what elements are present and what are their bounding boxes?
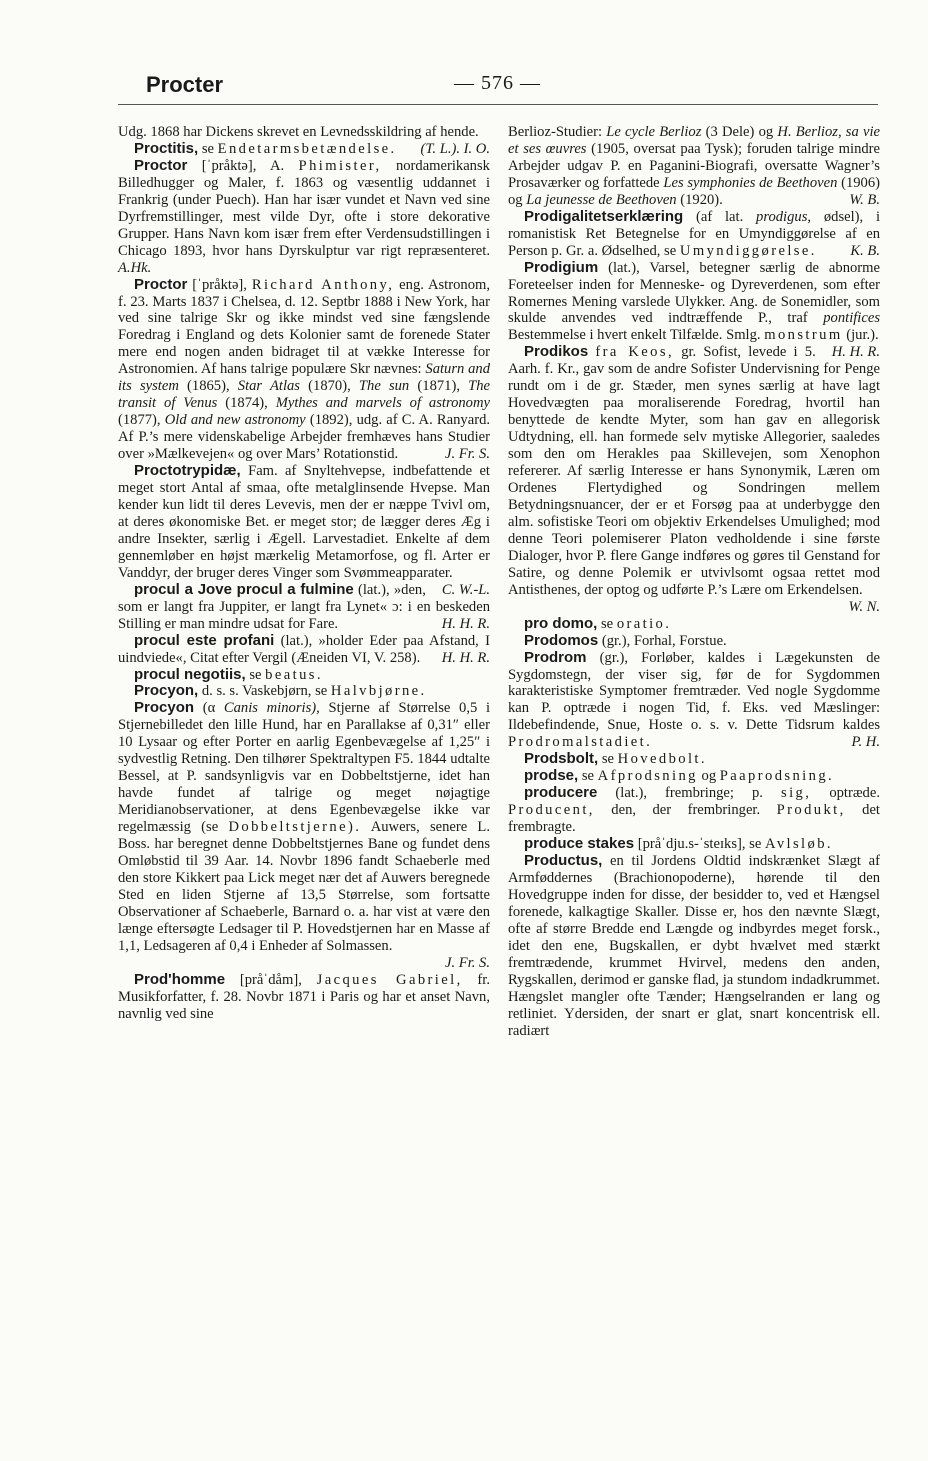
- spaced-name: Phimister,: [298, 157, 382, 174]
- entry-producere: [508, 785, 880, 836]
- cross-reference: Endetarmsbetændelse.: [217, 140, 397, 157]
- entry-text: (1865),: [187, 378, 230, 395]
- entry-text: (lat.), Varsel, betegner særlig de abnorme Foreteelser inden for Menneske- og Dyreverdenen, som efter Romernes Mening varslede Ulykker. Ang. de Sonemidler, som skulde anvendes ved indtræffende P., traf: [508, 259, 880, 327]
- entry-text: og: [701, 768, 717, 785]
- entry-procul-este: [118, 633, 490, 667]
- entry-text: (gr.), Forhal, Forstue.: [601, 632, 727, 649]
- entry-productus: [508, 853, 880, 1039]
- headword: Procyon,: [134, 682, 199, 700]
- entry-text: d. s. s. Vaskebjørn, se: [201, 683, 328, 700]
- entry-text: Udg. 1868 har Dickens skrevet en Levnedsskildring af hende.: [118, 124, 479, 140]
- pronunciation: [ˈpråktə],: [192, 276, 247, 293]
- entry-text: (1892), udg. af C. A. Ranyard. Af P.’s mere videnskabelige Arbejder fremhæves hans Studier over »Mælkevejen« og over Mars’ Rotationstid.: [118, 412, 491, 463]
- entry-signature: A.Hk.: [118, 259, 152, 276]
- book-title: Old and new astronomy: [164, 412, 306, 429]
- entry-text: se: [581, 768, 595, 785]
- headword: Prodigalitetserklæring: [524, 207, 684, 225]
- headword: Proctor: [134, 156, 188, 174]
- headword: pro domo,: [524, 614, 598, 632]
- entry-prodhomme-continuation: [508, 124, 880, 209]
- entry-text: (lat.), frembringe; p.: [615, 785, 763, 802]
- entry-pro-domo: [508, 616, 880, 633]
- spaced-word: Produkt,: [776, 802, 846, 819]
- headword: Productus,: [524, 851, 603, 869]
- cross-reference: monstrum: [764, 327, 843, 344]
- entry-text: det frembragte.: [508, 802, 880, 836]
- entry-signature: H. H. R.: [441, 649, 490, 666]
- pronunciation: [pråˈdåm],: [239, 971, 302, 988]
- cross-reference: beatus.: [265, 666, 323, 683]
- headword: Prodomos: [524, 631, 599, 649]
- entry-prodomos: [508, 633, 880, 650]
- entry-signature: K. B.: [850, 242, 880, 259]
- entry-signature: P. H.: [851, 734, 880, 751]
- cross-reference: Dobbeltstjerne).: [228, 819, 362, 836]
- entry-prodse: [508, 768, 880, 785]
- entry-text: fr. Musikforfatter, f. 28. Novbr 1871 i Paris og har et anset Navn, navnlig ved sine: [118, 971, 490, 1022]
- book-title: The sun: [358, 378, 410, 395]
- headword: Prodrom: [524, 648, 587, 666]
- entry-text: (1871),: [417, 378, 460, 395]
- cross-reference: Paaprodsning.: [719, 768, 835, 785]
- entry-prodrom: [508, 650, 880, 752]
- entry-text: Berlioz-Studier:: [508, 124, 603, 140]
- entry-text: Stjerne af Størrelse 0,5 i Stjernebilledet den lille Hund, har en Parallakse af 0,31″ eller 10 Lysaar og efter Porter en aarlig Egenbevægelse af 1,25″ i sydvestlig Retning. Den tilhører Spektraltypen F5. 1844 udtalte Bessel, at P. sandsynligvis var en Dobbeltstjerne, idet han havde fundet af talrige og meget nøjagtige Meridianobservationer, at dens Egenbevægelse ikke var regelmæssig (se: [118, 700, 491, 836]
- right-column: [508, 124, 880, 1039]
- headword: Procyon: [134, 699, 195, 717]
- pronunciation: [ˈpråktə], A.: [201, 157, 285, 174]
- headword: procul negotiis,: [134, 665, 246, 683]
- entry-text: (1870),: [308, 378, 351, 395]
- entry-text: nordamerikansk Billedhugger og Maler, f. 1863 og væsentlig uddannet i Frankrig (under Puech). Han har især vundet et Navn ved sine Dyrfremstillinger, mest vilde Dyr, ofte i store dekorative Grupper. Hans Navn kom især frem efter Verdensudstillingen i Chicago 1893, hvor hans Dyrskulptur var rigt repræsenteret.: [118, 157, 490, 259]
- entry-text: Auwers, senere L. Boss. har beregnet denne Dobbeltstjernes Bane og fundet dens Omløbstid til 39 Aar. 14. Novbr 1896 fandt Schaeberle med den store Kikkert paa Lick meget nær det af Auwers beregnede Sted en liden Stjerne af 13,5 Størrelse, som fortsatte Observationer af Schaeberle, Barnard o. a. har vist at være den længe eftersøgte Ledsager til P. Hovedstjernen har en Masse af 1,1, Ledsageren af 0,4 i Enheder af Solmassen.: [118, 819, 490, 954]
- entry-text: (1905, oversat paa Tysk); foruden talrige mindre Arbejder udgav P. en Paganini-Biografi, oversatte Wagner’s Prosaværker og forfattede: [508, 140, 881, 191]
- entry-text: (gr.), Forløber, kaldes i Lægekunsten de Sygdomstegn, der viser sig, før de for Sygdommen karakteristiske Symptomer fremtræder. Ved nogle Sygdomme kan P. optræde i nogen Tid, f. Eks. ved Mæslinger: Ildebefindende, Snue, Hoste o. s. v. Dette Tidsrum kaldes: [508, 649, 880, 734]
- spaced-word: Producent,: [508, 802, 595, 819]
- entry-text: (lat.), »holder Eder paa Afstand, I uindviede«, Citat efter Vergil (Æneiden VI, V. 258).: [118, 632, 490, 666]
- entry-text: eng. Astronom, f. 23. Marts 1837 i Chelsea, d. 12. Septbr 1888 i New York, har ved sine talrige Skr og ikke mindst ved sine fængslende Foredrag i England og dets Kolonier samt de forenede Stater mere end nogen anden bidraget til at vække Interesse for Astronomien. Af hans talrige populære Skr nævnes:: [118, 276, 490, 378]
- cross-reference: oratio.: [616, 615, 672, 632]
- book-title: Mythes and marvels of astronomy: [275, 395, 490, 412]
- spaced-name: fra Keos,: [595, 344, 674, 361]
- headword: procul este profani: [134, 631, 275, 649]
- entry-prodigalitetserklaering: [508, 209, 880, 260]
- entry-signature: W. B.: [849, 191, 880, 208]
- entry-text: (1920).: [680, 191, 723, 208]
- entry-signature: W. N.: [848, 598, 880, 615]
- running-head: Procter: [146, 72, 224, 97]
- cross-reference: Avlsløb.: [764, 836, 833, 853]
- book-title: Le cycle Berlioz: [606, 124, 702, 140]
- page-number: — 576 —: [454, 72, 541, 94]
- entry-proctor-richard: [118, 277, 490, 463]
- entry-text: Bestemmelse i hvert enkelt Tilfælde. Smlg.: [508, 327, 761, 344]
- entry-text: ødsel), i romanistisk Ret Betegnelse for en Umyndiggørelse af en Person p. Gr. a. Ødselhed, se: [508, 208, 880, 259]
- headword: Prodsbolt,: [524, 750, 599, 768]
- entry-text: en til Jordens Oldtid indskrænket Slægt af Armføddernes (Brachionopoderne), hørende til den Hovedgruppe inden for disse, der besidder to, ved et Hængsel forenede, kalkagtige Skaller. Disse er, hos den nævnte Slægt, ofte af større Bredde end Længde og indbyrdes meget forsk., idet den ene, Bugskallen, er dybt hvælvet med stærkt fremtrædende, krummet Hvirvel, medens den anden, Rygskallen, derimod er ganske flad, ja stundom indadkrummet. Hængslet mangler ofte Tænder; Hængselranden er lang og retliniet. Ydersiden, der snart er glat, snart koncentrisk ell. radiært: [508, 852, 880, 1039]
- entry-text: (α: [202, 700, 216, 717]
- entry-text: se: [600, 615, 614, 632]
- entry-text: (3 Dele) og: [705, 124, 774, 140]
- entry-text: se: [249, 666, 262, 683]
- headword: Proctotrypidæ,: [134, 462, 241, 480]
- entry-text: se: [201, 140, 215, 157]
- book-title: Star Atlas: [237, 378, 300, 395]
- entry-prodhomme: [118, 972, 490, 1023]
- book-title: Les symphonies de Beethoven: [663, 174, 838, 191]
- page-header: [118, 70, 878, 104]
- cross-reference: Prodromalstadiet.: [508, 734, 653, 751]
- entry-prodikos: [508, 344, 880, 598]
- entry-text: Fam. af Snyltehvepse, indbefattende et meget stort Antal af smaa, ofte metalglinsende Hvepse. Man kender kun lidt til deres Levevis, men der er næppe Tvivl om, at deres økonomiske Bet. er meget stor; de lægger deres Æg i andre Insekter, særlig i Ægell. Larvestadiet. Enkelte af dem gennemløber en højst mærkelig Metamorfose, og fl. Arter er Vanddyr, der bruger deres Vinger som Svømmeapparater.: [118, 463, 490, 581]
- latin-name: Canis minoris),: [223, 700, 320, 717]
- cross-reference: Umyndiggørelse.: [679, 242, 817, 259]
- headword: Prodigium: [524, 258, 599, 276]
- headword: produce stakes: [524, 835, 635, 853]
- entry-text: (1877),: [118, 412, 161, 429]
- entry-signature: H. H. R.: [441, 615, 490, 632]
- entry-signature: J. Fr. S.: [445, 954, 490, 971]
- entry-signature: J. Fr. S.: [445, 446, 490, 463]
- cross-reference: Afprodsning: [597, 768, 698, 785]
- entry-proctor-phimister: [118, 158, 490, 277]
- entry-text: gr. Sofist, levede i 5. Aarh. f. Kr., gav som de andre Sofister Undervisning for Penge rundt om i de gr. Stæder, men synes særlig at have lagt Hovedvægten paa moraliserende Foredrag, hvortil han benyttede de kendte Myter, som han gav en allegorisk Udtydning, ell. han formede selv mytiske Allegorier, saaledes som den om Herakles paa Skillevejen, som Xenophon refererer. Af særlig Interesse er hans Synonymik, Læren om Ordenes Flertydighed og Sondringen mellem Betydningsnuancer, der er et Forsøg paa at underbygge den alm. sofistiske Teori om objektiv Erkendelses Umulighed; mod denne Teori polemiserer Platon vedholdende i sine første Dialoger, hvor P. flere Gange indføres og gøres til Genstand for Satire, og denne Polemik er utvivlsomt ogsaa rettet mod Antisthenes, der optog og udførte P.’s Lære om Erkendelsen.: [508, 344, 880, 598]
- latin-word: prodigus,: [756, 208, 812, 225]
- cross-reference: Hovedbolt.: [617, 751, 707, 768]
- entry-text: se: [601, 751, 614, 768]
- entry-text: den, der frembringer.: [611, 802, 761, 819]
- entry-text: (1874),: [225, 395, 268, 412]
- headword: Prodikos: [524, 343, 589, 361]
- pronunciation: [pråˈdju.s-ˈsteɪks], se: [637, 836, 762, 853]
- spaced-name: Jacques Gabriel,: [316, 971, 463, 988]
- entry-text: (af lat.: [696, 208, 744, 225]
- headword: procul a Jove procul a fulmine: [134, 580, 354, 598]
- book-title: H. Berlioz, sa vie et ses œuvres: [508, 124, 881, 157]
- entry-text: (1906) og: [508, 174, 881, 208]
- headword: Proctor: [134, 275, 188, 293]
- headword: Prod'homme: [134, 970, 226, 988]
- latin-word: pontifices: [823, 310, 880, 327]
- entry-procul-negotiis: [118, 667, 490, 684]
- entry-signature: (T. L.). I. O.: [420, 140, 490, 157]
- headword: producere: [524, 784, 598, 802]
- book-title: Saturn and its system: [118, 361, 490, 395]
- headword: Proctitis,: [134, 139, 199, 157]
- entry-procyon-star: [118, 700, 490, 954]
- spaced-name: Richard Anthony,: [251, 276, 395, 293]
- header-rule: [118, 104, 878, 105]
- headword: prodse,: [524, 767, 579, 785]
- book-title: The transit of Venus: [118, 378, 491, 412]
- entry-signature: C. W.-L.: [441, 581, 490, 598]
- entry-text: (lat.), »den, som er langt fra Juppiter, er langt fra Lynet« ɔ: i en beskeden Stilling er man mindre udsat for Fare.: [118, 581, 490, 632]
- entry-text: optræde.: [829, 785, 880, 802]
- left-column: [118, 124, 490, 1023]
- book-title: La jeunesse de Beethoven: [526, 191, 677, 208]
- spaced-word: sig,: [780, 785, 812, 802]
- cross-reference: Halvbjørne.: [330, 683, 427, 700]
- entry-produce-stakes: [508, 836, 880, 853]
- entry-signature: H. H. R.: [831, 344, 880, 361]
- entry-procyon-animal: [118, 683, 490, 700]
- entry-text: (jur.).: [846, 327, 879, 344]
- entry-prodsbolt: [508, 751, 880, 768]
